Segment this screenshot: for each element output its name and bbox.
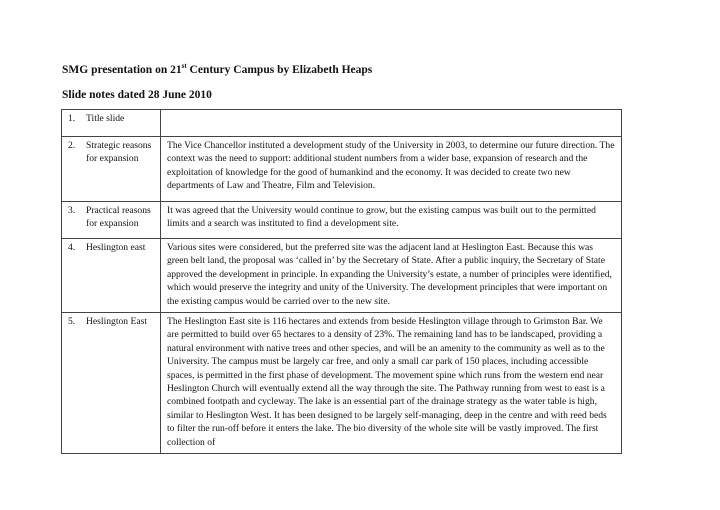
- table-row: [62, 239, 622, 313]
- slide-heading: Heslington East: [86, 316, 148, 328]
- table-row: [62, 313, 622, 454]
- slide-label-cell: [62, 137, 161, 202]
- slide-number: 3.: [68, 205, 76, 216]
- document-subtitle: Slide notes dated 28 June 2010: [62, 89, 212, 101]
- slide-label-cell: [62, 202, 161, 239]
- title-text-end: Century Campus by Elizabeth Heaps: [186, 64, 373, 76]
- slide-number: 4.: [68, 242, 76, 253]
- table-row: [62, 202, 622, 239]
- slide-note-cell: It was agreed that the University would continue to grow, but the existing campus was built out to the permitted limits and a search was instituted to find a development site.: [161, 202, 622, 239]
- slide-note-cell: The Vice Chancellor instituted a development study of the University in 2003, to determine our future direction. The context was the need to support: additional student numbers from a wider base, expansion of research and the exploitation of knowledge for the good of humankind and the economy. It was decided to create two new departments of Law and Theatre, Film and Television.: [161, 137, 622, 202]
- slide-number: 1.: [68, 113, 76, 124]
- slide-label-cell: [62, 110, 161, 137]
- table-row: [62, 110, 622, 137]
- title-superscript: st: [181, 62, 187, 70]
- slide-heading: Strategic reasons for expansion: [86, 140, 152, 165]
- table-row: [62, 137, 622, 202]
- slide-heading: Title slide: [86, 113, 125, 124]
- slide-number: 5.: [68, 316, 76, 328]
- slide-note-cell: The Heslington East site is 116 hectares and extends from beside Heslington village through to Grimston Bar. We are permitted to build over 65 hectares to a density of 23%. The remaining land has to be landscaped, providing a natural environment with native trees and other species, and will be an amenity to the community as well as to the University. The campus must be largely car free, and only a small car park of 150 places, including accessible spaces, is permitted in the first phase of development. The movement spine which runs from the western end near Heslington Church will eventually extend all the way through the site. The Pathway running from west to east is a combined footpath and cycleway. The lake is an essential part of the drainage strategy as the water table is high, similar to Heslington West. It has been designed to be largely self-managing, deep in the centre and with reed beds to filter the run-off before it enters the lake. The bio diversity of the whole site will be vastly improved. The first collection of: [161, 313, 622, 454]
- title-text-start: SMG presentation on 21: [62, 64, 182, 76]
- slide-heading: Practical reasons for expansion: [86, 205, 151, 230]
- slide-heading: Heslington east: [86, 242, 146, 253]
- slide-label-cell: [62, 313, 161, 454]
- slide-notes-table: [61, 109, 622, 454]
- slide-note-cell: Various sites were considered, but the preferred site was the adjacent land at Heslington East. Because this was green belt land, the proposal was ‘called in’ by the Secretary of State. After a public inquiry, the Secretary of State approved the development in principle. In expanding the University’s estate, a number of principles were identified, which would preserve the integrity and unity of the University. The development principles that were important on the existing campus would be carried over to the new site.: [161, 239, 622, 313]
- slide-number: 2.: [68, 140, 76, 151]
- document-title: [62, 64, 372, 76]
- slide-note-cell: [161, 110, 622, 137]
- slide-label-cell: [62, 239, 161, 313]
